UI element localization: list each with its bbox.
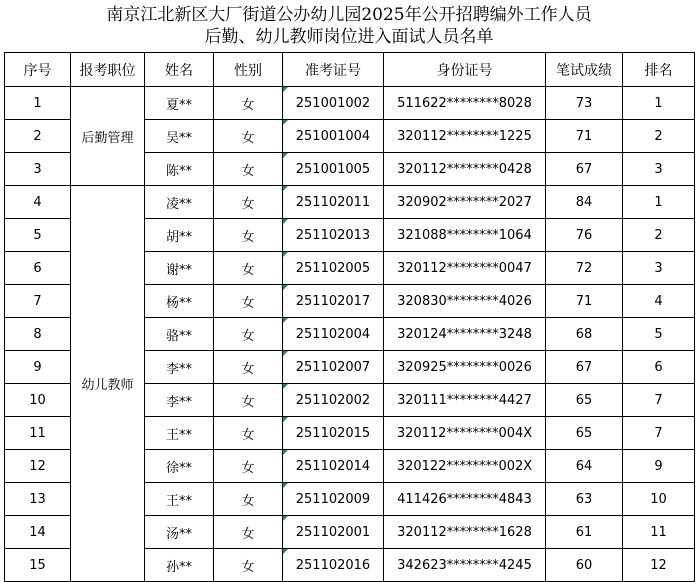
cell-score: 67 xyxy=(546,351,623,384)
cell-exam-no: 251001002 xyxy=(283,87,384,120)
header-name: 姓名 xyxy=(145,53,214,87)
header-row xyxy=(5,53,695,87)
header-rank: 排名 xyxy=(623,53,695,87)
cell-name: 王** xyxy=(145,417,214,450)
cell-exam-no: 251102004 xyxy=(283,318,384,351)
cell-gender: 女 xyxy=(214,351,283,384)
cell-gender: 女 xyxy=(214,483,283,516)
cell-gender: 女 xyxy=(214,549,283,582)
cell-gender: 女 xyxy=(214,384,283,417)
cell-seq: 6 xyxy=(5,252,71,285)
cell-gender: 女 xyxy=(214,318,283,351)
cell-score: 71 xyxy=(546,120,623,153)
cell-id-no: 320925********0026 xyxy=(384,351,546,384)
cell-score: 68 xyxy=(546,318,623,351)
cell-exam-no: 251102009 xyxy=(283,483,384,516)
cell-name: 胡** xyxy=(145,219,214,252)
cell-name: 李** xyxy=(145,351,214,384)
cell-seq: 12 xyxy=(5,450,71,483)
cell-id-no: 320112********1225 xyxy=(384,120,546,153)
header-exam-no: 准考证号 xyxy=(283,53,384,87)
cell-score: 65 xyxy=(546,417,623,450)
cell-name: 凌** xyxy=(145,186,214,219)
cell-exam-no: 251102002 xyxy=(283,384,384,417)
cell-exam-no: 251102017 xyxy=(283,285,384,318)
cell-rank: 3 xyxy=(623,252,695,285)
cell-rank: 2 xyxy=(623,120,695,153)
cell-score: 72 xyxy=(546,252,623,285)
cell-exam-no: 251001005 xyxy=(283,153,384,186)
cell-exam-no: 251102016 xyxy=(283,549,384,582)
cell-gender: 女 xyxy=(214,252,283,285)
cell-gender: 女 xyxy=(214,516,283,549)
cell-score: 61 xyxy=(546,516,623,549)
cell-name: 吴** xyxy=(145,120,214,153)
cell-exam-no: 251102001 xyxy=(283,516,384,549)
cell-name: 徐** xyxy=(145,450,214,483)
cell-seq: 14 xyxy=(5,516,71,549)
cell-gender: 女 xyxy=(214,153,283,186)
cell-id-no: 320112********004X xyxy=(384,417,546,450)
cell-exam-no: 251001004 xyxy=(283,120,384,153)
cell-exam-no: 251102013 xyxy=(283,219,384,252)
cell-id-no: 320112********0428 xyxy=(384,153,546,186)
cell-score: 73 xyxy=(546,87,623,120)
cell-rank: 1 xyxy=(623,186,695,219)
header-id-no: 身份证号 xyxy=(384,53,546,87)
cell-seq: 11 xyxy=(5,417,71,450)
cell-name: 李** xyxy=(145,384,214,417)
cell-score: 76 xyxy=(546,219,623,252)
cell-score: 84 xyxy=(546,186,623,219)
cell-score: 65 xyxy=(546,384,623,417)
cell-rank: 12 xyxy=(623,549,695,582)
cell-position-group: 后勤管理 xyxy=(71,87,145,186)
header-score: 笔试成绩 xyxy=(546,53,623,87)
table-row xyxy=(5,186,695,219)
cell-exam-no: 251102011 xyxy=(283,186,384,219)
cell-exam-no: 251102015 xyxy=(283,417,384,450)
cell-rank: 1 xyxy=(623,87,695,120)
cell-id-no: 511622********8028 xyxy=(384,87,546,120)
cell-id-no: 320112********0047 xyxy=(384,252,546,285)
table-row xyxy=(5,87,695,120)
title-line-1: 南京江北新区大厂街道公办幼儿园2025年公开招聘编外工作人员 xyxy=(106,5,592,25)
cell-gender: 女 xyxy=(214,450,283,483)
cell-seq: 8 xyxy=(5,318,71,351)
cell-score: 63 xyxy=(546,483,623,516)
cell-rank: 7 xyxy=(623,417,695,450)
cell-seq: 9 xyxy=(5,351,71,384)
cell-gender: 女 xyxy=(214,186,283,219)
cell-gender: 女 xyxy=(214,120,283,153)
cell-name: 夏** xyxy=(145,87,214,120)
header-position: 报考职位 xyxy=(71,53,145,87)
cell-exam-no: 251102007 xyxy=(283,351,384,384)
cell-seq: 15 xyxy=(5,549,71,582)
cell-rank: 2 xyxy=(623,219,695,252)
cell-id-no: 320112********1628 xyxy=(384,516,546,549)
cell-exam-no: 251102005 xyxy=(283,252,384,285)
header-gender: 性别 xyxy=(214,53,283,87)
cell-id-no: 320122********002X xyxy=(384,450,546,483)
cell-gender: 女 xyxy=(214,285,283,318)
cell-rank: 9 xyxy=(623,450,695,483)
cell-id-no: 320830********4026 xyxy=(384,285,546,318)
cell-id-no: 320111********4427 xyxy=(384,384,546,417)
cell-exam-no: 251102014 xyxy=(283,450,384,483)
cell-seq: 4 xyxy=(5,186,71,219)
cell-id-no: 411426********4843 xyxy=(384,483,546,516)
cell-name: 汤** xyxy=(145,516,214,549)
cell-rank: 5 xyxy=(623,318,695,351)
document-title xyxy=(0,0,698,52)
table-body xyxy=(5,87,695,582)
cell-score: 64 xyxy=(546,450,623,483)
cell-seq: 5 xyxy=(5,219,71,252)
cell-position-group: 幼儿教师 xyxy=(71,186,145,582)
cell-rank: 6 xyxy=(623,351,695,384)
title-line-2: 后勤、幼儿教师岗位进入面试人员名单 xyxy=(204,27,494,47)
cell-id-no: 320124********3248 xyxy=(384,318,546,351)
cell-rank: 3 xyxy=(623,153,695,186)
cell-id-no: 342623********4245 xyxy=(384,549,546,582)
cell-name: 谢** xyxy=(145,252,214,285)
cell-rank: 10 xyxy=(623,483,695,516)
cell-name: 杨** xyxy=(145,285,214,318)
cell-rank: 7 xyxy=(623,384,695,417)
cell-score: 60 xyxy=(546,549,623,582)
cell-seq: 3 xyxy=(5,153,71,186)
cell-name: 骆** xyxy=(145,318,214,351)
candidate-table xyxy=(4,52,695,582)
cell-name: 王** xyxy=(145,483,214,516)
cell-seq: 2 xyxy=(5,120,71,153)
cell-seq: 10 xyxy=(5,384,71,417)
header-seq: 序号 xyxy=(5,53,71,87)
cell-seq: 13 xyxy=(5,483,71,516)
cell-gender: 女 xyxy=(214,219,283,252)
cell-rank: 4 xyxy=(623,285,695,318)
cell-name: 陈** xyxy=(145,153,214,186)
cell-name: 孙** xyxy=(145,549,214,582)
cell-gender: 女 xyxy=(214,417,283,450)
cell-score: 71 xyxy=(546,285,623,318)
cell-seq: 1 xyxy=(5,87,71,120)
cell-seq: 7 xyxy=(5,285,71,318)
cell-gender: 女 xyxy=(214,87,283,120)
cell-id-no: 321088********1064 xyxy=(384,219,546,252)
cell-rank: 11 xyxy=(623,516,695,549)
cell-score: 67 xyxy=(546,153,623,186)
cell-id-no: 320902********2027 xyxy=(384,186,546,219)
